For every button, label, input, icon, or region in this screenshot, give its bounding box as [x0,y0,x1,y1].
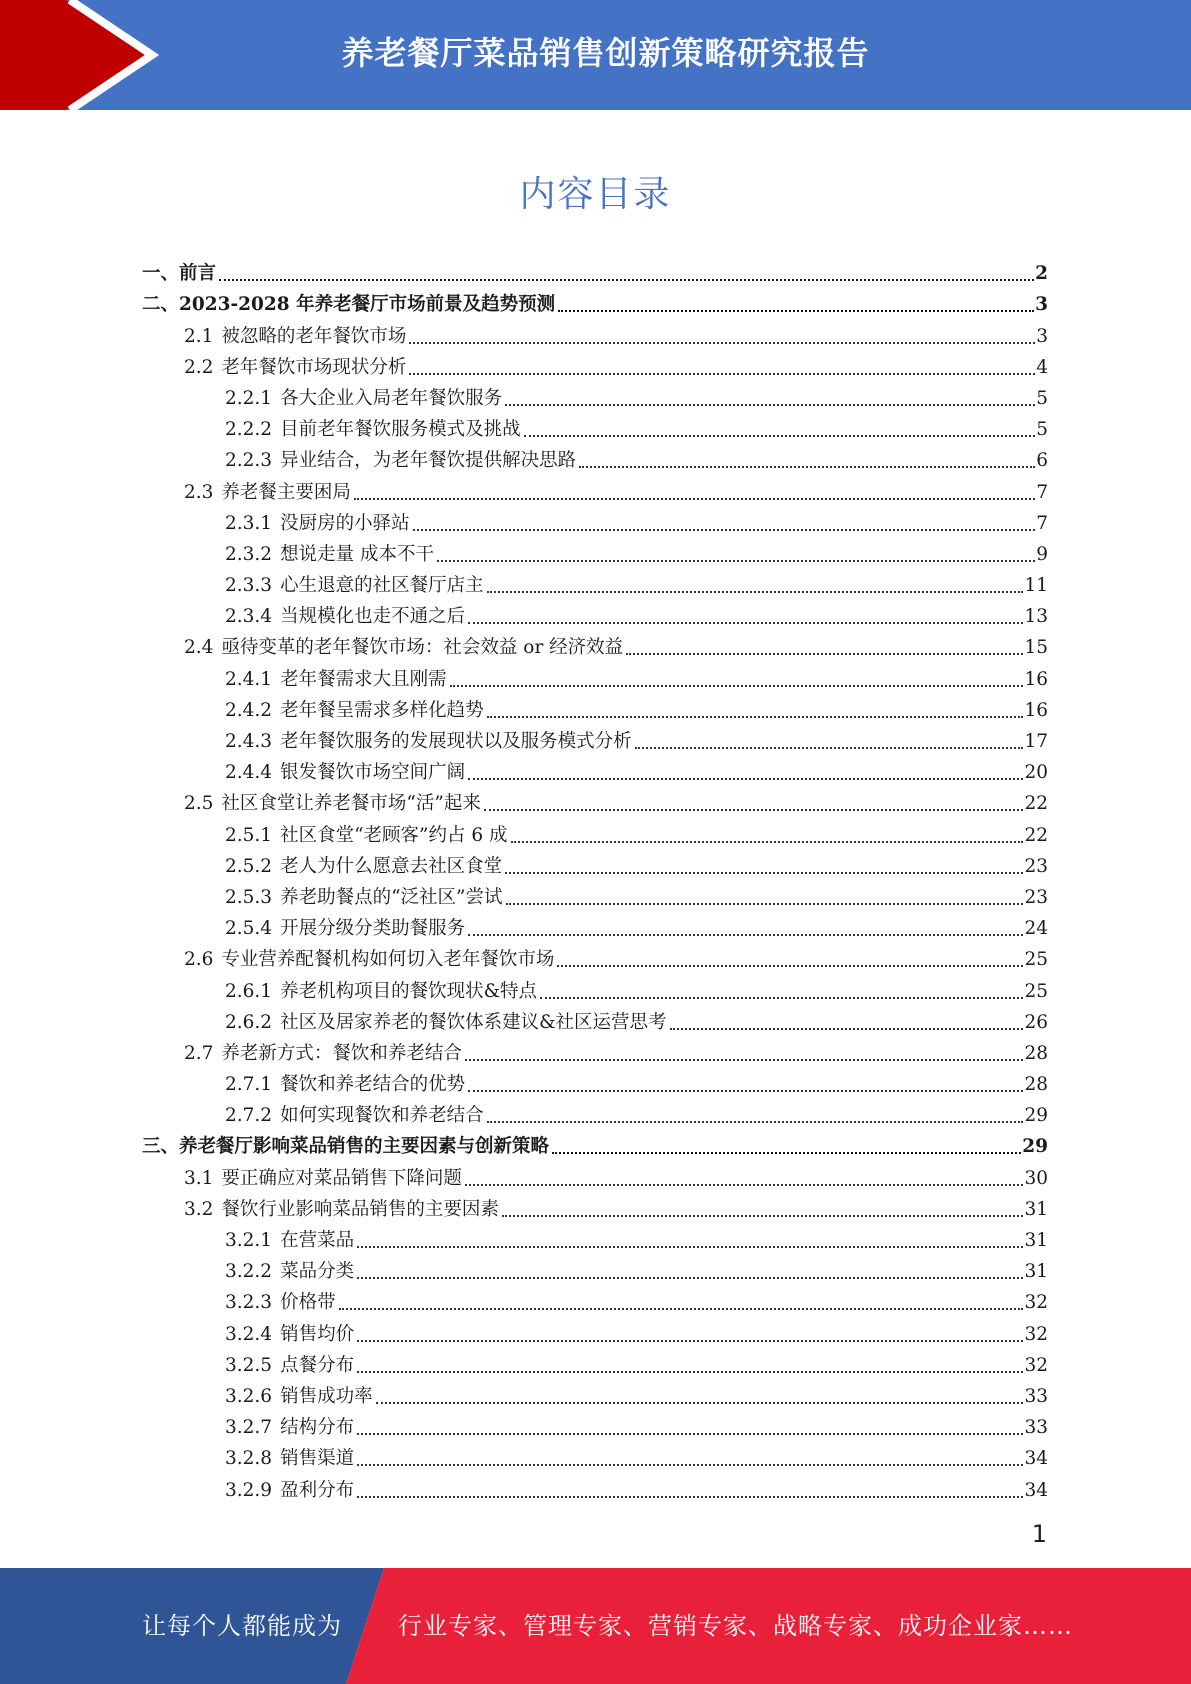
toc-entry[interactable] [142,691,1048,722]
toc-entry[interactable] [142,971,1048,1002]
toc-entry-page: 11 [1024,575,1048,597]
toc-entry[interactable] [142,1221,1048,1252]
toc-entry[interactable] [142,909,1048,940]
toc-entry-page: 5 [1036,387,1048,409]
toc-dot-leader [557,965,1023,967]
toc-entry-number: 3.2.4 [225,1323,273,1345]
toc-entry-number: 2.4 [184,637,214,659]
toc-entry[interactable] [142,316,1048,347]
toc-dot-leader [357,1464,1023,1466]
toc-entry-page: 34 [1024,1448,1048,1470]
toc-entry[interactable] [142,1003,1048,1034]
toc-entry[interactable] [142,722,1048,753]
toc-entry[interactable] [142,1096,1048,1127]
toc-dot-leader [626,653,1023,655]
toc-entry-title: 养老助餐点的“泛社区”尝试 [280,886,503,908]
toc-entry-number: 3.2.9 [225,1479,273,1501]
toc-dot-leader [413,529,1036,531]
toc-entry-page: 30 [1024,1167,1048,1189]
toc-dot-leader [484,809,1024,811]
toc-entry-title: 餐饮行业影响菜品销售的主要因素 [221,1198,499,1220]
toc-heading: 内容目录 [519,174,672,215]
toc-entry[interactable] [142,753,1048,784]
toc-entry[interactable] [142,285,1048,316]
toc-entry-page: 22 [1024,824,1048,846]
toc-entry-title: 如何实现餐饮和养老结合 [280,1105,484,1127]
toc-dot-leader [524,435,1036,437]
toc-entry-title: 老人为什么愿意去社区食堂 [280,855,503,877]
toc-entry-page: 31 [1024,1261,1048,1283]
toc-entry[interactable] [142,1439,1048,1470]
toc-dot-leader [465,1059,1024,1061]
toc-entry[interactable] [142,878,1048,909]
toc-entry-page: 23 [1024,855,1048,877]
toc-entry[interactable] [142,1190,1048,1221]
toc-entry-page: 29 [1024,1105,1048,1127]
toc-entry[interactable] [142,628,1048,659]
toc-entry-page: 15 [1024,637,1048,659]
toc-dot-leader [511,841,1024,843]
toc-dot-leader [505,872,1023,874]
toc-entry-number: 2.4.3 [225,731,273,752]
toc-entry-number: 2.7 [184,1042,214,1064]
toc-entry-page: 33 [1024,1385,1048,1407]
toc-dot-leader [219,279,1034,281]
toc-dot-leader [409,342,1035,344]
toc-entry-title: 养老餐厅影响菜品销售的主要因素与创新策略 [179,1136,550,1158]
toc-entry-page: 16 [1024,668,1048,690]
toc-entry-title: 心生退意的社区餐厅店主 [280,575,484,597]
toc-entry[interactable] [142,254,1048,285]
toc-entry-page: 32 [1024,1323,1048,1345]
toc-entry-page: 26 [1024,1011,1048,1033]
toc-entry-title: 老年餐饮服务的发展现状以及服务模式分析 [280,731,632,752]
toc-dot-leader [487,591,1024,593]
toc-entry-number: 三、 [142,1136,180,1158]
toc-entry-page: 2 [1035,263,1048,285]
toc-entry-title: 开展分级分类助餐服务 [280,918,466,940]
toc-entry-title: 目前老年餐饮服务模式及挑战 [280,419,521,441]
toc-dot-leader [339,1308,1024,1310]
toc-entry-title: 异业结合，为老年餐饮提供解决思路 [280,450,577,472]
toc-entry-number: 2.4.2 [225,699,273,721]
toc-dot-leader [357,1246,1023,1248]
footer-slogan-left: 让每个人都能成为 [142,1612,342,1640]
toc-entry-number: 2.6 [184,949,214,971]
toc-entry-title: 销售均价 [280,1323,355,1345]
toc-entry-page: 7 [1036,481,1048,503]
table-of-contents [142,254,1048,1502]
toc-entry-number: 一、 [142,263,180,285]
toc-dot-leader [468,778,1023,780]
toc-entry-number: 2.6.2 [225,1011,273,1033]
toc-entry-number: 3.2.6 [225,1385,273,1407]
toc-dot-leader [487,716,1024,718]
toc-entry-title: 结构分布 [280,1417,355,1439]
toc-entry-page: 3 [1035,294,1048,316]
toc-entry-page: 22 [1024,793,1048,815]
footer-band [0,1568,1191,1684]
toc-entry-title: 养老餐主要困局 [221,481,351,503]
toc-entry-number: 2.2.1 [225,387,273,409]
footer-slogan-right: 行业专家、管理专家、营销专家、战略专家、成功企业家…… [398,1612,1073,1640]
toc-entry-number: 3.2.1 [225,1230,273,1251]
toc-entry-number: 2.4.1 [225,668,273,690]
toc-entry-title: 养老新方式：餐饮和养老结合 [221,1042,462,1064]
toc-dot-leader [376,1402,1024,1404]
toc-entry-page: 3 [1036,325,1048,347]
toc-entry-title: 社区食堂让养老餐市场“活”起来 [221,793,481,815]
toc-entry-number: 2.5 [184,793,214,815]
toc-entry[interactable] [142,847,1048,878]
toc-entry-number: 2.3 [184,481,214,503]
toc-entry[interactable] [142,441,1048,472]
toc-entry-page: 9 [1036,543,1048,565]
report-title: 养老餐厅菜品销售创新策略研究报告 [341,34,870,72]
toc-entry-title: 没厨房的小驿站 [280,512,410,534]
toc-entry[interactable] [142,472,1048,503]
toc-entry-title: 银发餐饮市场空间广阔 [280,762,466,784]
toc-dot-leader [357,1371,1023,1373]
toc-entry-number: 2.3.1 [225,512,273,534]
toc-dot-leader [357,1496,1023,1498]
toc-dot-leader [354,498,1035,500]
toc-entry[interactable] [142,1408,1048,1439]
toc-entry[interactable] [142,348,1048,379]
toc-dot-leader [506,903,1024,905]
toc-entry-title: 专业营养配餐机构如何切入老年餐饮市场 [221,949,555,971]
toc-entry-number: 3.2.3 [225,1292,273,1314]
toc-entry-title: 点餐分布 [280,1354,355,1376]
toc-entry-title: 社区食堂“老顾客”约占 6 成 [280,824,508,846]
toc-entry-title: 想说走量 成本不干 [280,543,434,565]
toc-entry-number: 2.5.3 [225,886,273,908]
toc-entry-number: 2.2.3 [225,450,273,472]
toc-dot-leader [468,934,1023,936]
toc-entry-number: 二、 [142,294,180,316]
toc-entry[interactable] [142,940,1048,971]
toc-entry-page: 29 [1022,1136,1048,1158]
toc-entry-title: 亟待变革的老年餐饮市场：社会效益 or 经济效益 [221,637,624,659]
toc-entry[interactable] [142,1346,1048,1377]
toc-entry-title: 老年餐需求大且刚需 [280,668,447,690]
toc-entry-number: 3.2 [184,1198,214,1220]
toc-entry-number: 2.7.2 [225,1105,273,1127]
toc-entry-number: 2.5.2 [225,855,273,877]
toc-entry-number: 2.4.4 [225,762,273,784]
toc-entry[interactable] [142,1377,1048,1408]
toc-entry-number: 2.2.2 [225,419,273,441]
toc-entry-title: 当规模化也走不通之后 [280,606,466,628]
toc-entry-page: 23 [1024,886,1048,908]
toc-entry-page: 5 [1036,419,1048,441]
toc-dot-leader [357,1433,1023,1435]
toc-entry-number: 2.7.1 [225,1074,273,1096]
toc-dot-leader [670,1028,1024,1030]
toc-entry-page: 32 [1024,1354,1048,1376]
toc-entry-number: 2.5.1 [225,824,273,846]
toc-entry-title: 销售成功率 [280,1385,373,1407]
toc-entry[interactable] [142,597,1048,628]
toc-entry[interactable] [142,1065,1048,1096]
toc-entry[interactable] [142,815,1048,846]
toc-entry-page: 16 [1024,699,1048,721]
toc-entry-page: 28 [1024,1074,1048,1096]
toc-entry-number: 2.3.2 [225,543,273,565]
toc-entry-number: 2.3.4 [225,606,273,628]
toc-dot-leader [437,560,1035,562]
toc-entry-page: 20 [1024,762,1048,784]
toc-entry-number: 3.1 [184,1167,214,1189]
toc-dot-leader [409,373,1035,375]
page-number: 1 [1031,1520,1047,1548]
toc-entry-page: 33 [1024,1417,1048,1439]
toc-entry-page: 25 [1024,949,1048,971]
toc-entry-title: 养老机构项目的餐饮现状&特点 [280,980,538,1002]
toc-entry[interactable] [142,566,1048,597]
toc-entry[interactable] [142,379,1048,410]
toc-entry-title: 2023-2028 年养老餐厅市场前景及趋势预测 [179,294,556,316]
toc-entry[interactable] [142,1314,1048,1345]
toc-entry[interactable] [142,1252,1048,1283]
toc-entry-title: 被忽略的老年餐饮市场 [221,325,407,347]
toc-entry-title: 餐饮和养老结合的优势 [280,1074,466,1096]
toc-dot-leader [450,685,1024,687]
toc-entry-title: 价格带 [280,1292,336,1314]
toc-entry-title: 销售渠道 [280,1448,355,1470]
toc-dot-leader [579,466,1035,468]
toc-entry-title: 盈利分布 [280,1479,355,1501]
toc-dot-leader [502,1215,1024,1217]
toc-entry-number: 2.1 [184,325,214,347]
toc-entry[interactable] [142,1034,1048,1065]
toc-entry-page: 4 [1036,356,1048,378]
toc-dot-leader [468,622,1023,624]
toc-entry-page: 31 [1024,1198,1048,1220]
toc-entry[interactable] [142,535,1048,566]
toc-entry-page: 7 [1036,512,1048,534]
toc-entry-page: 32 [1024,1292,1048,1314]
toc-entry-page: 6 [1036,450,1048,472]
toc-entry-page: 28 [1024,1042,1048,1064]
toc-entry-number: 3.2.5 [225,1354,273,1376]
toc-dot-leader [505,404,1035,406]
toc-entry-page: 31 [1024,1230,1048,1251]
toc-dot-leader [540,997,1023,999]
toc-entry[interactable] [142,1158,1048,1189]
toc-entry-page: 17 [1024,731,1048,752]
toc-entry-title: 社区及居家养老的餐饮体系建议&社区运营思考 [280,1011,667,1033]
toc-dot-leader [487,1121,1024,1123]
toc-entry-number: 2.3.3 [225,575,273,597]
toc-entry[interactable] [142,659,1048,690]
toc-dot-leader [357,1277,1023,1279]
toc-dot-leader [558,310,1034,312]
toc-dot-leader [635,747,1024,749]
toc-entry-page: 13 [1024,606,1048,628]
toc-entry[interactable] [142,504,1048,535]
toc-entry-title: 要正确应对菜品销售下降问题 [221,1167,462,1189]
toc-entry-title: 各大企业入局老年餐饮服务 [280,387,503,409]
toc-entry-number: 3.2.2 [225,1261,273,1283]
toc-entry-number: 2.6.1 [225,980,273,1002]
toc-entry[interactable] [142,1127,1048,1158]
toc-entry-number: 2.5.4 [225,918,273,940]
header-band [0,0,1191,110]
toc-entry-title: 前言 [179,263,217,285]
toc-entry-title: 老年餐呈需求多样化趋势 [280,699,484,721]
toc-entry[interactable] [142,1283,1048,1314]
toc-dot-leader [468,1090,1023,1092]
toc-entry[interactable] [142,784,1048,815]
toc-entry[interactable] [142,410,1048,441]
toc-entry-number: 3.2.7 [225,1417,273,1439]
toc-dot-leader [552,1152,1021,1154]
toc-entry-title: 在营菜品 [280,1230,355,1251]
toc-entry-page: 24 [1024,918,1048,940]
toc-entry-page: 34 [1024,1479,1048,1501]
toc-entry-title: 菜品分类 [280,1261,355,1283]
toc-entry-title: 老年餐饮市场现状分析 [221,356,407,378]
toc-entry-number: 3.2.8 [225,1448,273,1470]
toc-entry-page: 25 [1024,980,1048,1002]
toc-dot-leader [465,1184,1024,1186]
toc-entry-number: 2.2 [184,356,214,378]
toc-dot-leader [357,1340,1023,1342]
toc-entry[interactable] [142,1470,1048,1501]
